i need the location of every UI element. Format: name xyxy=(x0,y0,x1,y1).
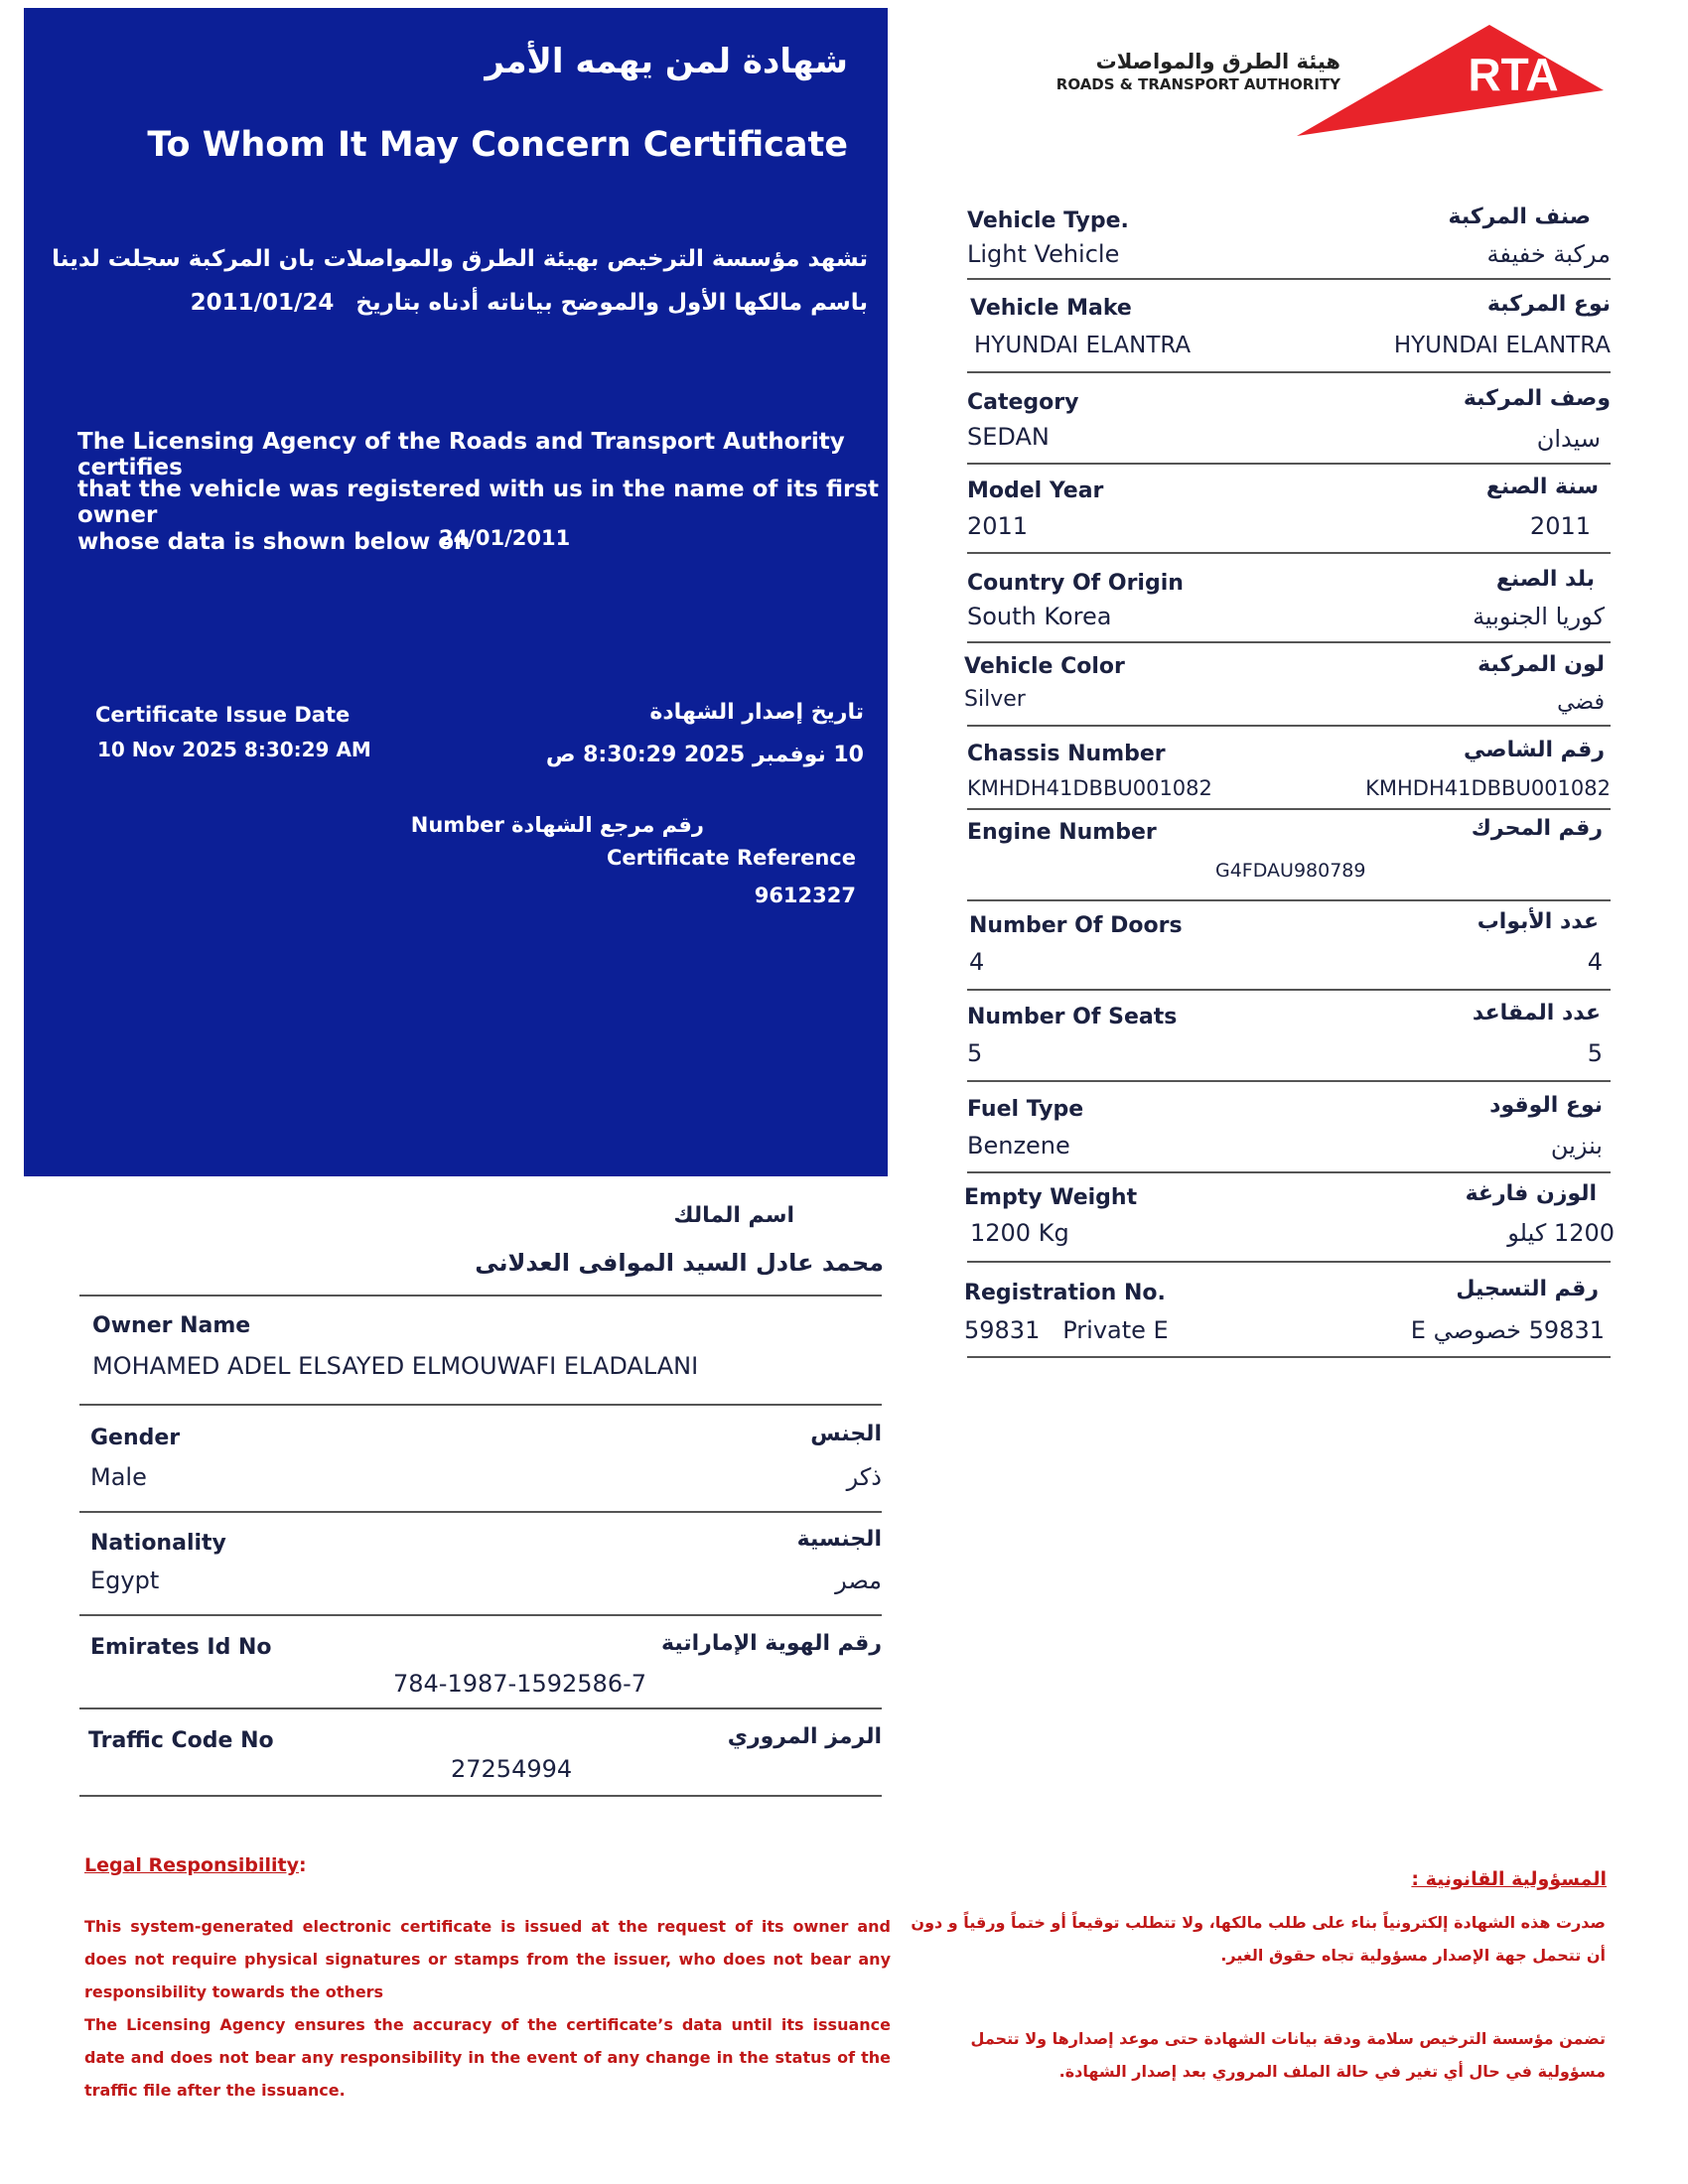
vehicle-make-value-ar: HYUNDAI ELANTRA xyxy=(1393,333,1611,358)
intro-arabic-date: 2011/01/24 xyxy=(190,290,335,316)
traffic-code-label-en: Traffic Code No xyxy=(88,1728,274,1753)
title-arabic: شهادة لمن يهمه الأمر xyxy=(485,42,848,81)
divider xyxy=(967,371,1611,373)
category-label-ar: وصف المركبة xyxy=(1463,386,1611,411)
traffic-code-value: 27254994 xyxy=(451,1755,573,1783)
divider xyxy=(967,641,1611,643)
gender-label-en: Gender xyxy=(90,1426,181,1450)
model-year-label-en: Model Year xyxy=(967,478,1104,503)
legal-heading-text: Legal Responsibility xyxy=(84,1854,299,1876)
intro-arabic-text: باسم مالكها الأول والموضح بياناته أدناه بتاريخ xyxy=(355,290,868,316)
weight-value-en: 1200 Kg xyxy=(970,1219,1069,1247)
logo-english-name: ROADS & TRANSPORT AUTHORITY xyxy=(1055,75,1340,93)
gender-value-ar: ذكر xyxy=(846,1463,882,1491)
owner-name-ar: محمد عادل السيد الموافى العدلانى xyxy=(475,1249,884,1277)
nationality-value-ar: مصر xyxy=(835,1567,882,1594)
origin-label-en: Country Of Origin xyxy=(967,571,1184,596)
nationality-value-en: Egypt xyxy=(90,1567,160,1594)
category-value-en: SEDAN xyxy=(967,423,1050,451)
divider xyxy=(967,278,1611,280)
weight-label-ar: الوزن فارغة xyxy=(1465,1181,1597,1206)
vehicle-type-label-en: Vehicle Type. xyxy=(967,208,1129,233)
traffic-code-label-ar: الرمز المروري xyxy=(727,1724,882,1749)
origin-value-ar: كوريا الجنوبية xyxy=(1473,603,1605,630)
origin-label-ar: بلد الصنع xyxy=(1495,567,1595,592)
rta-logo-text xyxy=(1023,50,1340,93)
reference-label-line1: رقم مرجع الشهادة Number xyxy=(410,813,704,837)
nationality-label-ar: الجنسية xyxy=(796,1527,882,1552)
registration-label-ar: رقم التسجيل xyxy=(1456,1277,1599,1301)
color-value-ar: فضي xyxy=(1557,690,1605,715)
reference-label-line2: Certificate Reference xyxy=(606,846,856,870)
doors-label-en: Number Of Doors xyxy=(969,913,1183,938)
intro-english-date: 24/01/2011 xyxy=(439,526,571,550)
legal-heading-ar: المسؤولية القانونية : xyxy=(1411,1868,1607,1890)
vehicle-type-value-en: Light Vehicle xyxy=(967,240,1120,268)
divider xyxy=(79,1511,882,1513)
gender-label-ar: الجنس xyxy=(810,1422,882,1446)
divider xyxy=(79,1614,882,1616)
vehicle-make-label-ar: نوع المركبة xyxy=(1486,292,1611,317)
owner-name-en: MOHAMED ADEL ELSAYED ELMOUWAFI ELADALANI xyxy=(92,1352,699,1380)
legal-paragraph-2-en: The Licensing Agency ensures the accuracy of the certificate’s data until its issuance date and does not bear any responsibility in the event of any change in the status of the traffic file after the issuance. xyxy=(84,2015,891,2100)
seats-label-ar: عدد المقاعد xyxy=(1472,1001,1601,1025)
fuel-label-en: Fuel Type xyxy=(967,1097,1084,1122)
intro-english-line2: that the vehicle was registered with us in the name of its first owner xyxy=(77,477,880,528)
divider xyxy=(967,808,1611,810)
issue-date-label-ar: تاريخ إصدار الشهادة xyxy=(649,700,864,725)
fuel-value-en: Benzene xyxy=(967,1132,1070,1160)
owner-name-label-en: Owner Name xyxy=(92,1313,251,1338)
issue-date-ar: 10 نوفمبر 2025 8:30:29 ص xyxy=(545,743,864,767)
vehicle-make-label-en: Vehicle Make xyxy=(970,296,1132,321)
divider xyxy=(967,1080,1611,1082)
reference-number: 9612327 xyxy=(754,884,856,907)
color-label-en: Vehicle Color xyxy=(964,654,1125,679)
doors-label-ar: عدد الأبواب xyxy=(1477,909,1599,934)
divider xyxy=(967,552,1611,554)
nationality-label-en: Nationality xyxy=(90,1531,226,1556)
intro-arabic-line1: تشهد مؤسسة الترخيص بهيئة الطرق والمواصلات بان المركبة سجلت لدينا xyxy=(52,246,868,272)
owner-name-label-ar: اسم المالك xyxy=(673,1203,794,1228)
divider xyxy=(967,463,1611,465)
divider xyxy=(79,1295,882,1297)
color-label-ar: لون المركبة xyxy=(1477,652,1605,677)
divider xyxy=(967,989,1611,991)
intro-english-line1: The Licensing Agency of the Roads and Transport Authority certifies xyxy=(77,429,845,480)
divider xyxy=(967,1171,1611,1173)
divider xyxy=(967,725,1611,727)
engine-label-ar: رقم المحرك xyxy=(1471,816,1603,841)
registration-value-en: 59831 Private E xyxy=(964,1316,1169,1344)
origin-value-en: South Korea xyxy=(967,603,1112,630)
intro-english-line3: whose data is shown below on xyxy=(77,529,471,555)
divider xyxy=(967,1356,1611,1358)
seats-label-en: Number Of Seats xyxy=(967,1005,1178,1029)
owner-details xyxy=(79,1191,884,1807)
legal-heading-en xyxy=(84,1854,307,1876)
chassis-value-en: KMHDH41DBBU001082 xyxy=(967,776,1212,800)
legal-heading-colon: : xyxy=(298,1854,307,1876)
divider xyxy=(79,1795,882,1797)
seats-value-en: 5 xyxy=(967,1039,983,1067)
logo-arabic-name: هيئة الطرق والمواصلات xyxy=(1095,50,1340,73)
vehicle-make-value-en: HYUNDAI ELANTRA xyxy=(974,333,1192,358)
vehicle-type-value-ar: مركبة خفيفة xyxy=(1486,240,1611,268)
engine-number-value: G4FDAU980789 xyxy=(1215,860,1366,882)
fuel-value-ar: بنزين xyxy=(1550,1132,1603,1160)
chassis-label-en: Chassis Number xyxy=(967,742,1166,766)
fuel-label-ar: نوع الوقود xyxy=(1489,1093,1603,1118)
category-label-en: Category xyxy=(967,390,1079,415)
issue-date-label-en: Certificate Issue Date xyxy=(95,703,351,727)
logo-mark: RTA xyxy=(1468,49,1559,100)
emirates-id-label-en: Emirates Id No xyxy=(90,1635,272,1660)
vehicle-type-label-ar: صنف المركبة xyxy=(1448,205,1591,229)
legal-paragraph-1-ar: صدرت هذه الشهادة إلكترونياً بناء على طلب مالكها، ولا تتطلب توقيعاً أو ختماً ورقياً و دون أن تتحمل جهة الإصدار مسؤولية تجاه حقوق الغير. xyxy=(911,1913,1606,1965)
certificate-header-panel xyxy=(24,8,888,1176)
weight-label-en: Empty Weight xyxy=(964,1185,1138,1210)
title-english: To Whom It May Concern Certificate xyxy=(147,125,848,165)
divider xyxy=(79,1707,882,1709)
legal-paragraph-1-en: This system-generated electronic certificate is issued at the request of its owner and does not require physical signatures or stamps from the issuer, who does not bear any responsibility towards the others xyxy=(84,1917,891,2001)
rta-logo-icon xyxy=(1297,25,1604,136)
doors-value-ar: 4 xyxy=(1587,948,1603,976)
chassis-label-ar: رقم الشاصي xyxy=(1464,738,1605,762)
seats-value-ar: 5 xyxy=(1587,1039,1603,1067)
model-year-value-en: 2011 xyxy=(967,512,1029,540)
category-value-ar: سيدان xyxy=(1536,425,1601,453)
weight-value-ar: 1200 كيلو xyxy=(1507,1219,1615,1247)
registration-label-en: Registration No. xyxy=(964,1281,1166,1305)
divider xyxy=(967,899,1611,901)
emirates-id-value: 784-1987-1592586-7 xyxy=(393,1670,647,1698)
legal-paragraph-2-ar: تضمن مؤسسة الترخيص سلامة ودقة بيانات الشهادة حتى موعد إصدارها ولا تتحمل مسؤولية في حال أي تغير في حالة الملف المروري بعد إصدار الشهادة. xyxy=(970,2029,1606,2081)
registration-value-ar: 59831 خصوصي E xyxy=(1410,1316,1605,1344)
model-year-label-ar: سنة الصنع xyxy=(1485,475,1599,499)
divider xyxy=(967,1261,1611,1263)
model-year-value-ar: 2011 xyxy=(1529,512,1591,540)
doors-value-en: 4 xyxy=(969,948,985,976)
engine-label-en: Engine Number xyxy=(967,820,1157,845)
divider xyxy=(79,1404,882,1406)
gender-value-en: Male xyxy=(90,1463,147,1491)
emirates-id-label-ar: رقم الهوية الإماراتية xyxy=(661,1631,882,1656)
intro-arabic-line2 xyxy=(191,290,868,316)
color-value-en: Silver xyxy=(964,687,1026,712)
issue-date-en: 10 Nov 2025 8:30:29 AM xyxy=(97,738,371,761)
chassis-value-ar: KMHDH41DBBU001082 xyxy=(1365,776,1611,800)
